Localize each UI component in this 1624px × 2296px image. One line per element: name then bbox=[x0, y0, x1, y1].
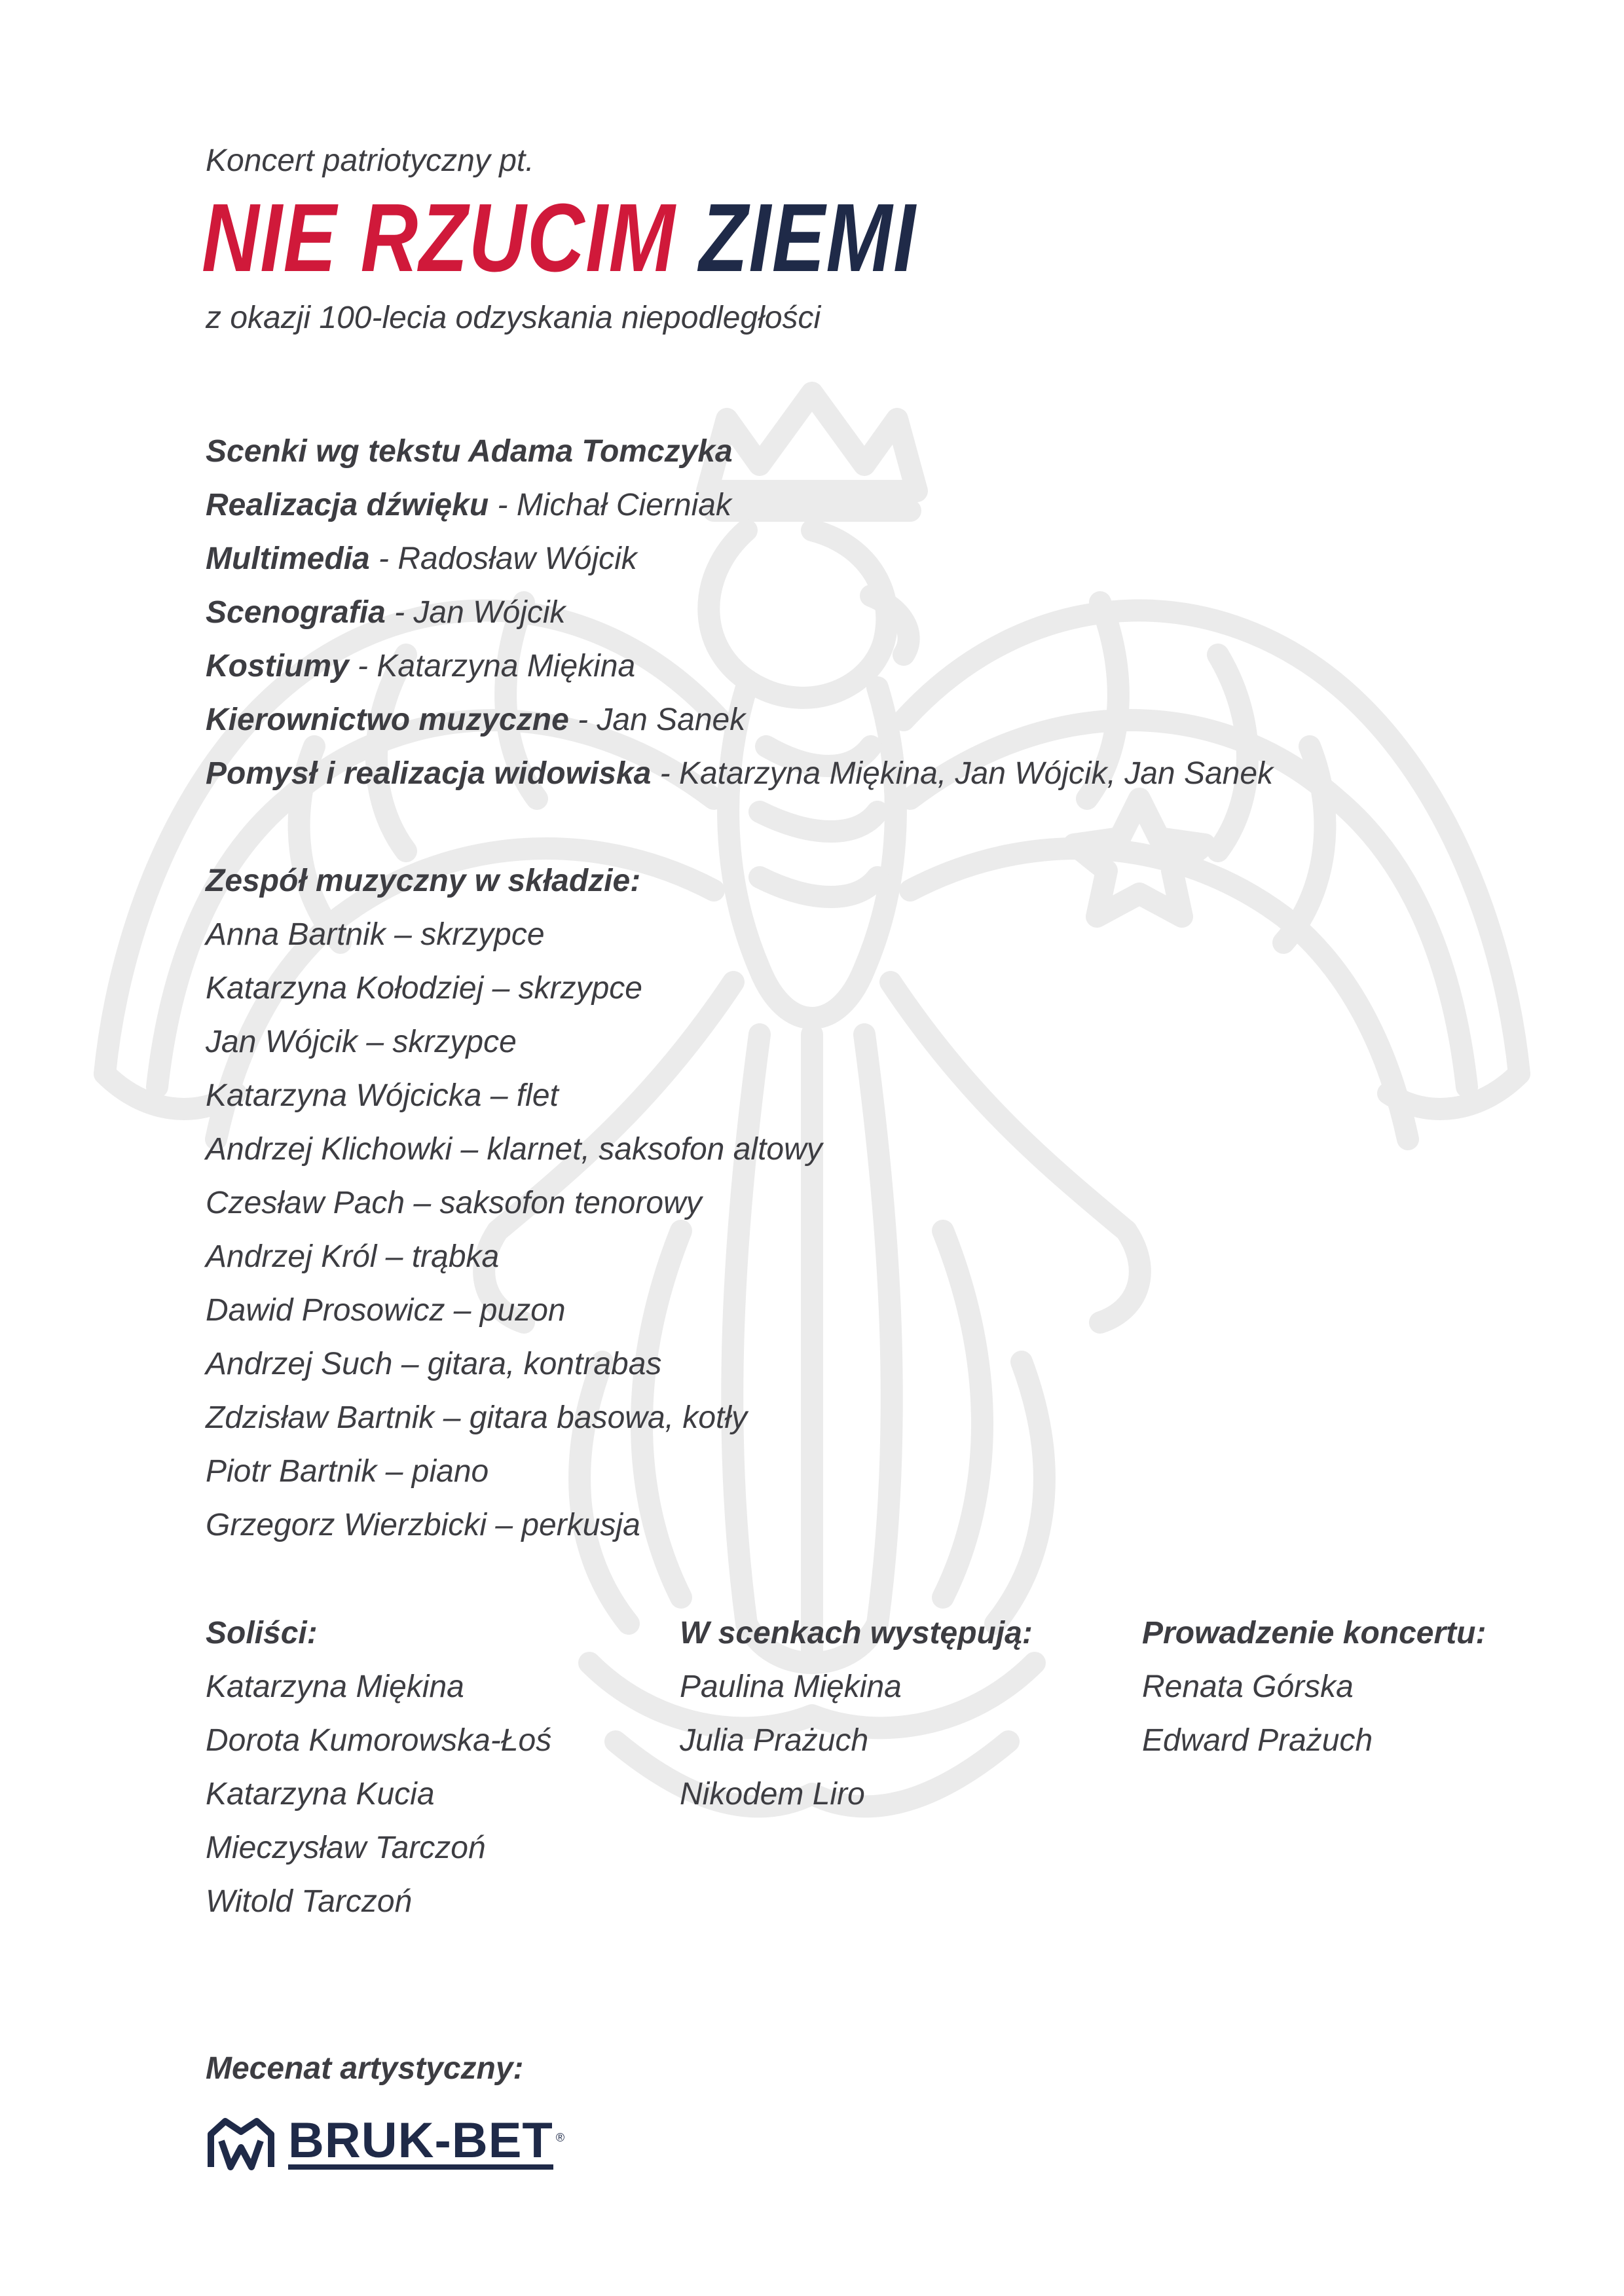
scene-actor-name: Julia Prażuch bbox=[680, 1723, 869, 1758]
credit-role: Kostiumy bbox=[206, 649, 349, 683]
credit-separator: - bbox=[385, 595, 414, 630]
hosts-heading: Prowadzenie koncertu: bbox=[1142, 1616, 1486, 1650]
host-name: Edward Prażuch bbox=[1142, 1723, 1373, 1758]
sponsor-heading-text: Mecenat artystyczny: bbox=[206, 2051, 524, 2086]
bruk-bet-mark-icon bbox=[206, 2115, 276, 2174]
band-member: Zdzisław Bartnik – gitara basowa, kotły bbox=[206, 1400, 748, 1435]
credit-names: Jan Sanek bbox=[597, 702, 746, 737]
scene-actor-name: Paulina Miękina bbox=[680, 1669, 902, 1704]
credit-names: Radosław Wójcik bbox=[397, 541, 637, 576]
credit-separator: - bbox=[348, 649, 377, 683]
credit-names: Katarzyna Miękina bbox=[377, 649, 636, 683]
credit-separator: - bbox=[568, 702, 597, 737]
sponsor-heading bbox=[206, 2053, 524, 2085]
credit-line bbox=[206, 758, 1273, 790]
soloist-name: Katarzyna Kucia bbox=[206, 1777, 435, 1812]
band-member: Katarzyna Kołodziej – skrzypce bbox=[206, 971, 642, 1006]
band-heading bbox=[206, 866, 640, 897]
credit-line bbox=[206, 704, 745, 736]
credit-line bbox=[206, 543, 637, 575]
credit-role: Scenki wg tekstu Adama Tomczyka bbox=[206, 434, 733, 469]
registered-mark: ® bbox=[555, 2130, 565, 2144]
soloist-name: Mieczysław Tarczoń bbox=[206, 1831, 486, 1865]
scene-actor-name: Nikodem Liro bbox=[680, 1777, 865, 1812]
soloists-column bbox=[206, 1618, 551, 1940]
band-member: Jan Wójcik – skrzypce bbox=[206, 1025, 517, 1059]
credit-line bbox=[206, 597, 565, 629]
credit-role: Kierownictwo muzyczne bbox=[206, 702, 569, 737]
credit-names: Michał Cierniak bbox=[516, 488, 731, 522]
title-red: NIE RZUCIM bbox=[202, 184, 676, 292]
credit-line bbox=[206, 436, 733, 467]
credit-separator: - bbox=[369, 541, 398, 576]
credit-role: Realizacja dźwięku bbox=[206, 488, 489, 522]
credit-names: Jan Wójcik bbox=[413, 595, 566, 630]
credit-role: Pomysł i realizacja widowiska bbox=[206, 756, 652, 791]
subtitle: z okazji 100-lecia odzyskania niepodległości bbox=[206, 301, 821, 335]
credit-separator: - bbox=[651, 756, 679, 791]
soloist-name: Witold Tarczoń bbox=[206, 1884, 413, 1919]
band-member: Piotr Bartnik – piano bbox=[206, 1454, 489, 1489]
credit-role: Scenografia bbox=[206, 595, 386, 630]
credit-line bbox=[206, 651, 635, 682]
soloist-name: Dorota Kumorowska-Łoś bbox=[206, 1723, 552, 1758]
hosts-column bbox=[1142, 1618, 1486, 1779]
title-navy: ZIEMI bbox=[699, 184, 917, 292]
band-member: Andrzej Klichowki – klarnet, saksofon altowy bbox=[206, 1132, 822, 1167]
credit-separator: - bbox=[489, 488, 517, 522]
host-name: Renata Górska bbox=[1142, 1669, 1354, 1704]
scenes-column bbox=[680, 1618, 1033, 1832]
credit-names: Katarzyna Miękina, Jan Wójcik, Jan Sanek bbox=[678, 756, 1274, 791]
scenes-heading: W scenkach występują: bbox=[680, 1616, 1033, 1650]
band-heading-text: Zespół muzyczny w składzie: bbox=[206, 864, 641, 898]
bruk-bet-wordmark: BRUK-BET bbox=[288, 2119, 553, 2170]
intro-text: Koncert patriotyczny pt. bbox=[206, 143, 534, 178]
band-member: Czesław Pach – saksofon tenorowy bbox=[206, 1186, 702, 1220]
band-member: Anna Bartnik – skrzypce bbox=[206, 917, 545, 952]
soloists-heading: Soliści: bbox=[206, 1616, 318, 1650]
band-member: Andrzej Such – gitara, kontrabas bbox=[206, 1347, 662, 1381]
band-member: Andrzej Król – trąbka bbox=[206, 1239, 500, 1274]
band-member: Katarzyna Wójcicka – flet bbox=[206, 1078, 559, 1113]
band-member: Dawid Prosowicz – puzon bbox=[206, 1293, 566, 1328]
page-title bbox=[202, 184, 917, 292]
band-member: Grzegorz Wierzbicki – perkusja bbox=[206, 1508, 640, 1542]
credit-role: Multimedia bbox=[206, 541, 370, 576]
credit-line bbox=[206, 490, 731, 521]
soloist-name: Katarzyna Miękina bbox=[206, 1669, 464, 1704]
bruk-bet-logo bbox=[206, 2111, 564, 2177]
